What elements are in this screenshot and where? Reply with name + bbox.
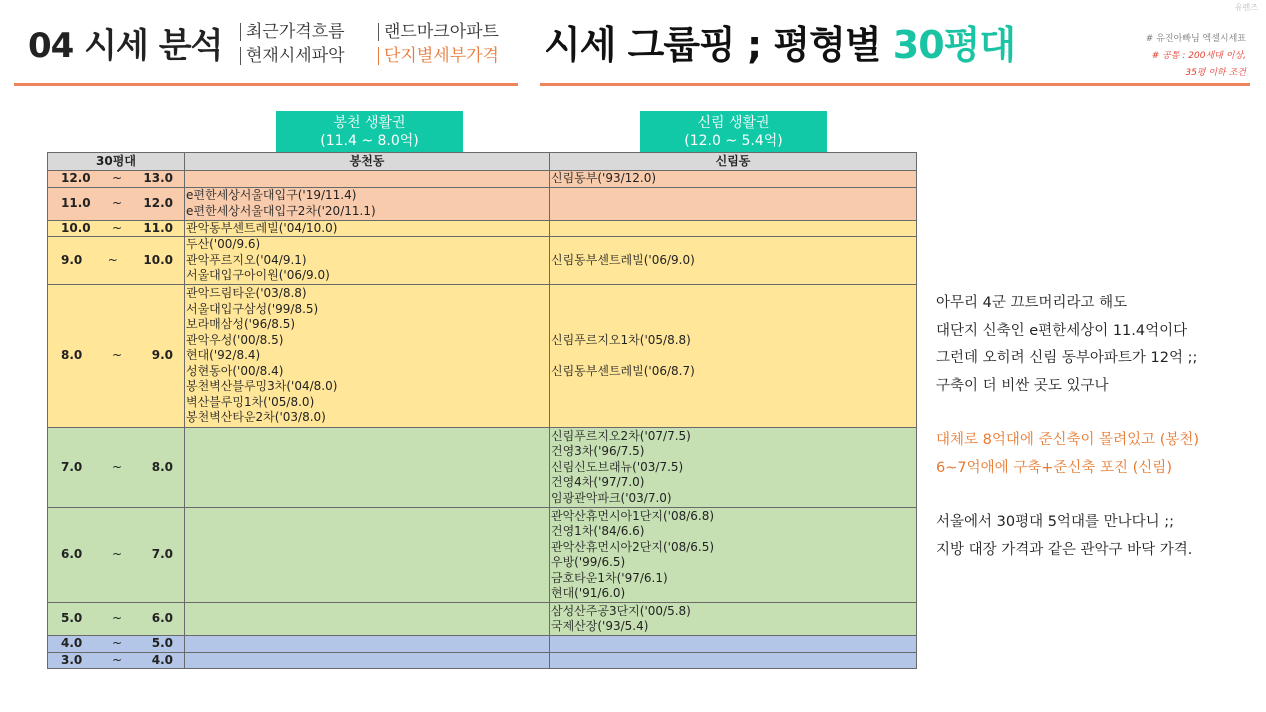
- bongcheon-group-range: (11.4 ~ 8.0억): [320, 133, 419, 149]
- apartment-entry: 봉천벽산블루밍3차('04/8.0): [186, 379, 338, 394]
- commentary-paragraph-3: [936, 509, 1199, 564]
- table-row: [48, 636, 917, 653]
- section-number: 04: [28, 26, 74, 66]
- table-row: [48, 285, 917, 428]
- range-low: 8.0: [61, 348, 83, 363]
- commentary-line: 지방 대장 가격과 같은 관악구 바닥 가격.: [936, 541, 1193, 558]
- apartment-entry: 봉천벽산타운2차('03/8.0): [186, 410, 326, 425]
- price-range-cell: [48, 428, 185, 508]
- range-high: 8.0: [151, 459, 173, 474]
- range-tilde: ~: [111, 171, 123, 185]
- sillim-cell: [550, 220, 917, 237]
- commentary-paragraph-2: [936, 427, 1199, 482]
- range-tilde: ~: [111, 547, 123, 562]
- condition-note-1: # 공통 : 200세대 이상,: [1151, 51, 1246, 61]
- range-tilde: ~: [111, 652, 123, 667]
- range-low: 9.0: [61, 252, 83, 267]
- nav-item-landmark[interactable]: 랜드마크아파트: [378, 20, 499, 44]
- apartment-entry: 삼성산주공3단지('00/5.8): [551, 603, 691, 618]
- apartment-entry: 성현동아('00/8.4): [186, 363, 284, 378]
- range-high: 12.0: [143, 195, 173, 210]
- apartment-entry: 서울대입구삼성('99/8.5): [186, 301, 319, 316]
- range-low: 10.0: [61, 220, 91, 235]
- bongcheon-cell: [185, 285, 550, 428]
- table-row: [48, 428, 917, 508]
- apartment-entry: 건영3차('96/7.5): [551, 444, 645, 459]
- apartment-entry: 현대('91/6.0): [551, 586, 626, 600]
- apartment-entry: 두산('00/9.6): [186, 237, 261, 252]
- range-high: 6.0: [151, 611, 173, 626]
- apartment-entry: 관악산휴먼시아2단지('08/6.5): [551, 539, 715, 554]
- price-group-table: [47, 152, 917, 669]
- range-tilde: ~: [111, 348, 123, 363]
- bongcheon-group-name: 봉천 생활권: [333, 115, 406, 131]
- apartment-entry: 벽산블루밍1차('05/8.0): [186, 394, 315, 409]
- apartment-entry: 국제산장('93/5.4): [551, 619, 649, 633]
- source-note: # 유진아빠님 엑셀시세표: [1145, 34, 1246, 44]
- sillim-cell: [550, 285, 917, 428]
- range-high: 9.0: [151, 348, 173, 363]
- range-high: 13.0: [143, 171, 173, 185]
- apartment-entry: 신림신도브래뉴('03/7.5): [551, 459, 684, 474]
- condition-note-2: 35평 이하 조건: [1185, 68, 1246, 78]
- range-low: 11.0: [61, 195, 91, 210]
- sillim-group-box: [640, 111, 827, 154]
- header-sillim: 신림동: [550, 153, 917, 171]
- range-low: 4.0: [61, 636, 83, 650]
- sillim-cell: [550, 508, 917, 603]
- table-row: [48, 652, 917, 669]
- price-range-cell: [48, 187, 185, 220]
- section-title: [28, 18, 222, 67]
- price-range-cell: [48, 237, 185, 285]
- range-tilde: ~: [111, 220, 123, 235]
- apartment-entry: 관악푸르지오('04/9.1): [186, 252, 307, 267]
- range-high: 4.0: [151, 652, 173, 667]
- bongcheon-cell: [185, 171, 550, 188]
- page-title-highlight: 30평대: [892, 23, 1016, 67]
- nav-item-complex-detail[interactable]: 단지별세부가격: [378, 44, 499, 68]
- table-header-row: [48, 153, 917, 171]
- sillim-cell: [550, 652, 917, 669]
- apartment-entry: 관악동부센트레빌('04/10.0): [186, 220, 338, 235]
- commentary-line: 대체로 8억대에 준신축이 몰려있고 (봉천): [936, 432, 1200, 448]
- commentary-line: 구축이 더 비싼 곳도 있구나: [936, 377, 1109, 394]
- price-range-cell: [48, 285, 185, 428]
- nav-item-recent-price[interactable]: 최근가격흐름: [240, 20, 345, 44]
- table-row: [48, 171, 917, 188]
- section-title-text: 시세 분석: [84, 26, 223, 66]
- corner-watermark: 유렌즈: [1234, 3, 1258, 12]
- bongcheon-cell: [185, 636, 550, 653]
- range-tilde: ~: [107, 252, 118, 267]
- bongcheon-cell: [185, 652, 550, 669]
- sillim-cell: [550, 428, 917, 508]
- sillim-cell: [550, 603, 917, 636]
- sillim-cell: [550, 187, 917, 220]
- header-divider-right: [540, 83, 1250, 86]
- commentary-line: 서울에서 30평대 5억대를 만나다니 ;;: [936, 514, 1174, 530]
- apartment-entry: e편한세상서울대입구2차('20/11.1): [186, 203, 376, 218]
- sillim-group-range: (12.0 ~ 5.4억): [684, 133, 783, 149]
- range-low: 7.0: [61, 459, 83, 474]
- sillim-cell: [550, 636, 917, 653]
- apartment-entry: 관악우성('00/8.5): [186, 332, 284, 347]
- apartment-entry: 금호타운1차('97/6.1): [551, 570, 668, 585]
- apartment-entry: 건영1차('84/6.6): [551, 524, 645, 538]
- range-tilde: ~: [111, 636, 123, 650]
- range-high: 5.0: [151, 636, 173, 650]
- nav-column-1: [240, 20, 345, 68]
- nav-item-current-price[interactable]: 현재시세파악: [240, 44, 345, 68]
- page-title-main: 시세 그룹핑 ; 평형별: [544, 23, 893, 67]
- price-range-cell: [48, 171, 185, 188]
- sillim-cell: [550, 171, 917, 188]
- apartment-entry: 서울대입구아이원('06/9.0): [186, 268, 330, 283]
- commentary-line: 그런데 오히려 신림 동부아파트가 12억 ;;: [936, 350, 1198, 366]
- bongcheon-cell: [185, 237, 550, 285]
- range-tilde: ~: [111, 195, 123, 210]
- apartment-entry: 우방('99/6.5): [551, 555, 626, 569]
- apartment-entry: 건영4차('97/7.0): [551, 475, 645, 490]
- bongcheon-cell: [185, 508, 550, 603]
- apartment-entry: e편한세상서울대입구('19/11.4): [186, 188, 357, 202]
- range-high: 7.0: [151, 547, 173, 562]
- bongcheon-cell: [185, 187, 550, 220]
- bongcheon-cell: [185, 428, 550, 508]
- commentary-line: 아무리 4군 끄트머리라고 해도: [936, 295, 1128, 311]
- commentary-line: 대단지 신축인 e편한세상이 11.4억이다: [936, 322, 1188, 339]
- sillim-cell: [550, 237, 917, 285]
- table-row: [48, 187, 917, 220]
- range-low: 6.0: [61, 547, 83, 562]
- header-size: 30평대: [48, 153, 185, 171]
- apartment-entry: 현대('92/8.4): [186, 348, 261, 363]
- commentary-line: 6~7억애에 구축+준신축 포진 (신림): [936, 459, 1172, 476]
- range-low: 3.0: [61, 652, 83, 667]
- price-range-cell: [48, 220, 185, 237]
- bongcheon-group-box: [276, 111, 463, 154]
- range-high: 11.0: [143, 220, 173, 235]
- table-row: [48, 237, 917, 285]
- price-range-cell: [48, 652, 185, 669]
- apartment-entry: 관악산휴먼시아1단지('08/6.8): [551, 508, 715, 523]
- commentary: [936, 290, 1199, 564]
- table-row: [48, 508, 917, 603]
- apartment-entry: 신림동부센트레빌('06/8.7): [551, 363, 695, 378]
- apartment-entry: 보라매삼성('96/8.5): [186, 317, 296, 332]
- price-range-cell: [48, 603, 185, 636]
- apartment-entry: 신림동부('93/12.0): [551, 171, 657, 185]
- price-range-cell: [48, 508, 185, 603]
- price-range-cell: [48, 636, 185, 653]
- header-bongcheon: 봉천동: [185, 153, 550, 171]
- range-tilde: ~: [111, 459, 123, 474]
- table-row: [48, 603, 917, 636]
- page-title: [544, 14, 1015, 69]
- table-row: [48, 220, 917, 237]
- header-divider-left: [14, 83, 518, 86]
- sillim-group-name: 신림 생활권: [697, 115, 770, 131]
- range-low: 5.0: [61, 611, 83, 626]
- range-high: 10.0: [143, 252, 173, 267]
- range-low: 12.0: [61, 171, 91, 185]
- apartment-entry: 임광관악파크('03/7.0): [551, 490, 672, 505]
- apartment-entry: 신림푸르지오1차('05/8.8): [551, 333, 691, 347]
- nav-column-2: [378, 20, 499, 68]
- apartment-entry: 신림푸르지오2차('07/7.5): [551, 428, 691, 443]
- bongcheon-cell: [185, 220, 550, 237]
- apartment-entry: 신림동부센트레빌('06/9.0): [551, 252, 695, 267]
- bongcheon-cell: [185, 603, 550, 636]
- range-tilde: ~: [111, 611, 123, 626]
- commentary-paragraph-1: [936, 290, 1199, 400]
- apartment-entry: 관악드림타운('03/8.8): [186, 286, 307, 301]
